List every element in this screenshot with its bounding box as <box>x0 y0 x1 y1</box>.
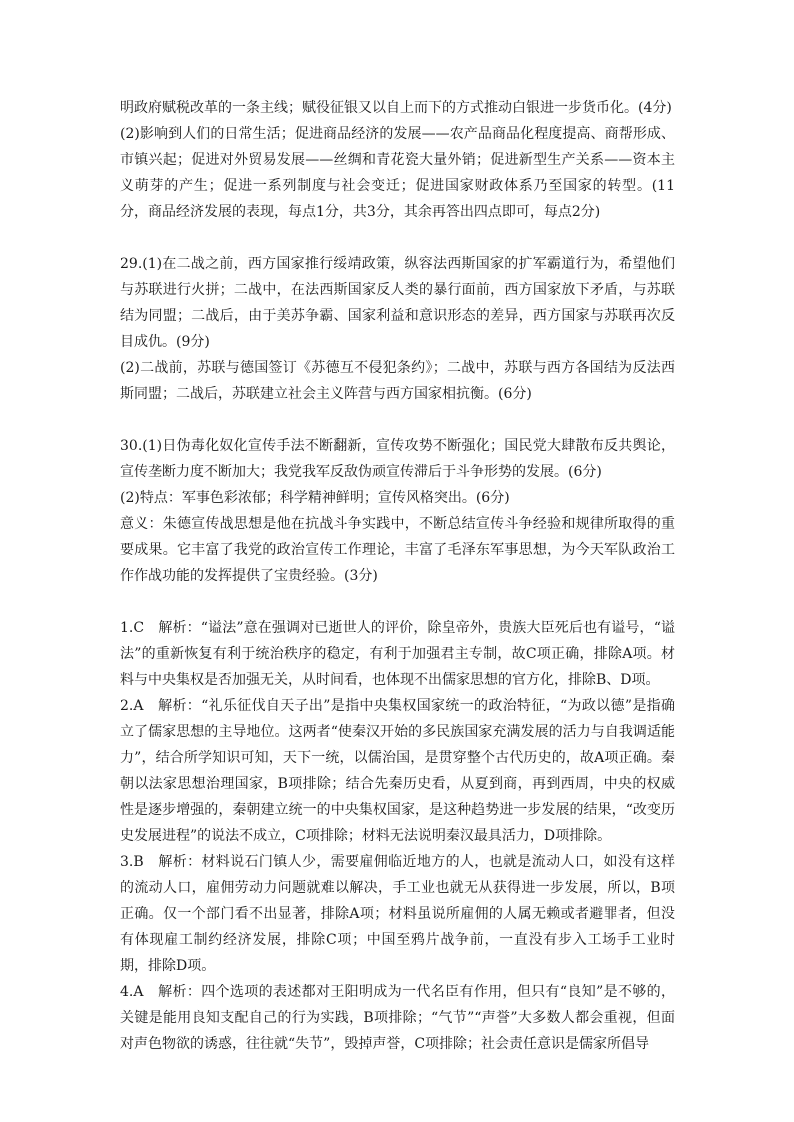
block-question-29 <box>120 251 675 407</box>
paragraph: 意义：朱德宣传战思想是他在抗战斗争实践中，不断总结宣传斗争经验和规律所取得的重要成果。它丰富了我党的政治宣传工作理论，丰富了毛泽东军事思想，为今天军队政治工作作战功能的发挥提供了宝贵经验。(3分) <box>120 516 675 584</box>
document-page <box>120 95 675 1057</box>
block-gap <box>120 225 675 251</box>
block-question-30 <box>120 433 675 589</box>
block-gap <box>120 407 675 433</box>
answer-item-4: 4.A 解析：四个选项的表述都对王阳明成为一代名臣有作用，但只有“良知”是不够的，关键是能用良知支配自己的行为实践，B项排除；“气节”“声誉”大多数人都会重视，但面对声色物欲的诱惑，往往就“失节”，毁掉声誉，C项排除；社会责任意识是儒家所倡导 <box>120 984 675 1052</box>
block-choice-answers <box>120 615 675 1057</box>
paragraph: (2)影响到人们的日常生活；促进商品经济的发展——农产品商品化程度提高、商帮形成、市镇兴起；促进对外贸易发展——丝绸和青花瓷大量外销；促进新型生产关系——资本主义萌芽的产生；促进一系列制度与社会变迁；促进国家财政体系乃至国家的转型。(11分，商品经济发展的表现，每点1分，共3分，其余再答出四点即可，每点2分) <box>120 126 675 220</box>
paragraph: (2)特点：军事色彩浓郁；科学精神鲜明；宣传风格突出。(6分) <box>120 490 510 506</box>
paragraph: 明政府赋税改革的一条主线；赋役征银又以自上而下的方式推动白银进一步货币化。(4分) <box>120 100 672 116</box>
block-gap <box>120 589 675 615</box>
answer-item-3: 3.B 解析：材料说石门镇人少，需要雇佣临近地方的人，也就是流动人口，如没有这样的流动人口，雇佣劳动力问题就难以解决，手工业也就无从获得进一步发展，所以，B项正确。仅一个部门看不出显著，排除A项；材料虽说所雇佣的人属无赖或者避罪者，但没有体现雇工制约经济发展，排除C项；中国至鸦片战争前，一直没有步入工场手工业时期，排除D项。 <box>120 854 675 974</box>
paragraph: (2)二战前，苏联与德国签订《苏德互不侵犯条约》；二战中，苏联与西方各国结为反法西斯同盟；二战后，苏联建立社会主义阵营与西方国家相抗衡。(6分) <box>120 360 675 402</box>
paragraph: 30.(1)日伪毒化奴化宣传手法不断翻新，宣传攻势不断强化；国民党大肆散布反共舆论，宣传垄断力度不断加大；我党我军反敌伪顽宣传滞后于斗争形势的发展。(6分) <box>120 438 675 480</box>
block-answer-continuation <box>120 95 675 225</box>
answer-item-2: 2.A 解析：“礼乐征伐自天子出”是指中央集权国家统一的政治特征，“为政以德”是指确立了儒家思想的主导地位。这两者“使秦汉开始的多民族国家充满发展的活力与自我调适能力”，结合所学知识可知，天下一统，以儒治国，是贯穿整个古代历史的，故A项正确。秦朝以法家思想治理国家，B项排除；结合先秦历史看，从夏到商，再到西周，中央的权威性是逐步增强的，秦朝建立统一的中央集权国家，是这种趋势进一步发展的结果，“改变历史发展进程”的说法不成立，C项排除；材料无法说明秦汉最具活力，D项排除。 <box>120 698 675 844</box>
paragraph: 29.(1)在二战之前，西方国家推行绥靖政策，纵容法西斯国家的扩军霸道行为，希望他们与苏联进行火拼；二战中，在法西斯国家反人类的暴行面前，西方国家放下矛盾，与苏联结为同盟；二战后，由于美苏争霸、国家利益和意识形态的差异，西方国家与苏联再次反目成仇。(9分) <box>120 256 675 350</box>
answer-item-1: 1.C 解析：“谥法”意在强调对已逝世人的评价，除皇帝外，贵族大臣死后也有谥号，“谥法”的重新恢复有利于统治秩序的稳定，有利于加强君主专制，故C项正确，排除A项。材料与中央集权是否加强无关，从时间看，也体现不出儒家思想的官方化，排除B、D项。 <box>120 620 675 688</box>
